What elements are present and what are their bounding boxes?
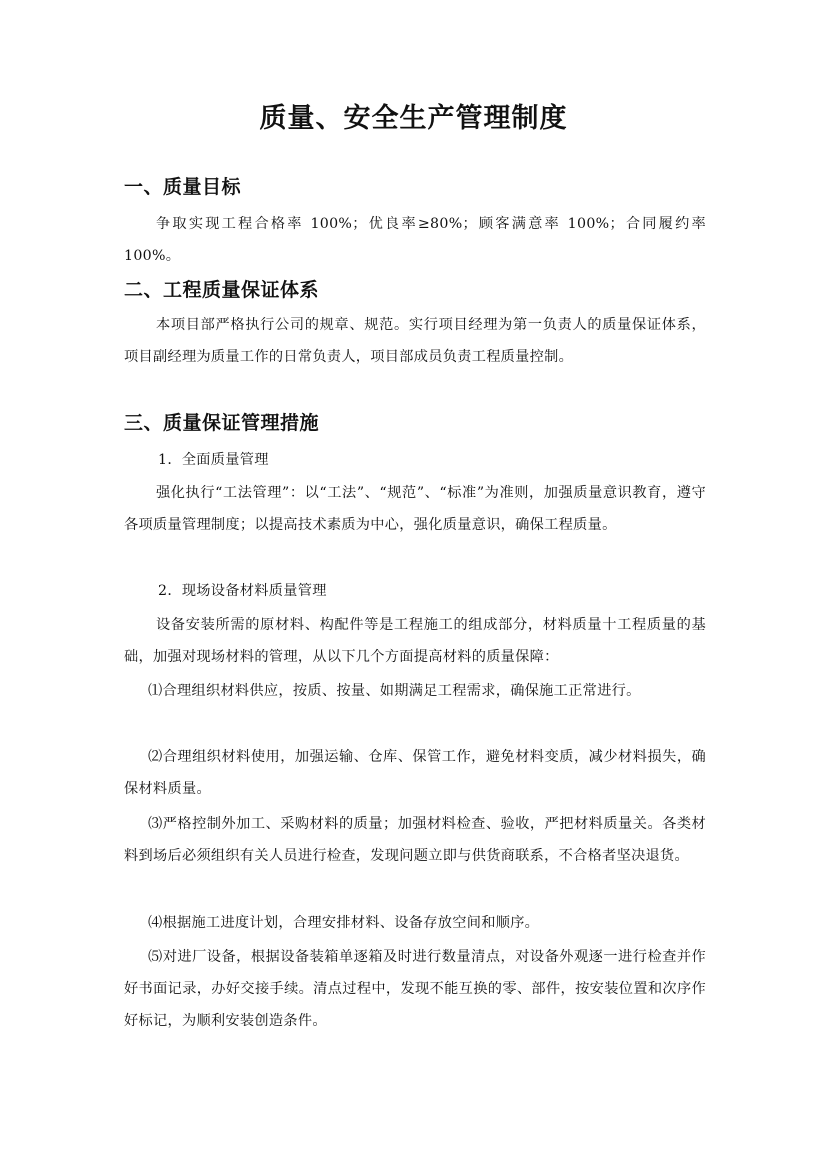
point-3: ⑶严格控制外加工、采购材料的质量；加强材料检查、验收，严把材料质量关。各类材料到场后必须组织有关人员进行检查，发现问题立即与供货商联系，不合格者坚决退货。 xyxy=(124,816,706,864)
item-1-text: 强化执行“工法管理”：以“工法”、“规范”、“标准”为准则，加强质量意识教育，遵守各项质量管理制度；以提高技术素质为中心，强化质量意识，确保工程质量。 xyxy=(124,485,706,533)
item-2-text: 设备安装所需的原材料、构配件等是工程施工的组成部分，材料质量十工程质量的基础，加强对现场材料的管理，从以下几个方面提高材料的质量保障： xyxy=(124,617,706,665)
quality-goal-text: 争取实现工程合格率 100%；优良率≥80%；顾客满意率 100%；合同履约率 100%。 xyxy=(124,216,706,264)
section-heading-quality-measures: 三、质量保证管理措施 xyxy=(124,412,320,434)
point-5: ⑸对进厂设备，根据设备装箱单逐箱及时进行数量清点，对设备外观逐一进行检查并作好书面记录，办好交接手续。清点过程中，发现不能互换的零、部件，按安装位置和次序作好标记，为顺利安装创造条件。 xyxy=(124,949,706,1029)
point-2: ⑵合理组织材料使用，加强运输、仓库、保管工作，避免材料变质，减少材料损失，确保材料质量。 xyxy=(124,749,706,797)
point-1: ⑴合理组织材料供应，按质、按量、如期满足工程需求，确保施工正常进行。 xyxy=(148,683,641,699)
section-heading-quality-assurance-system: 二、工程质量保证体系 xyxy=(124,279,320,301)
section-heading-quality-goal: 一、质量目标 xyxy=(124,176,242,198)
item-1-title: 1．全面质量管理 xyxy=(158,452,269,468)
point-4: ⑷根据施工进度计划，合理安排材料、设备存放空间和顺序。 xyxy=(148,915,540,931)
quality-assurance-system-text: 本项目部严格执行公司的规章、规范。实行项目经理为第一负责人的质量保证体系，项目副经理为质量工作的日常负责人，项目部成员负责工程质量控制。 xyxy=(124,317,706,365)
item-2-title: 2．现场设备材料质量管理 xyxy=(158,583,327,599)
document-title: 质量、安全生产管理制度 xyxy=(259,103,568,134)
